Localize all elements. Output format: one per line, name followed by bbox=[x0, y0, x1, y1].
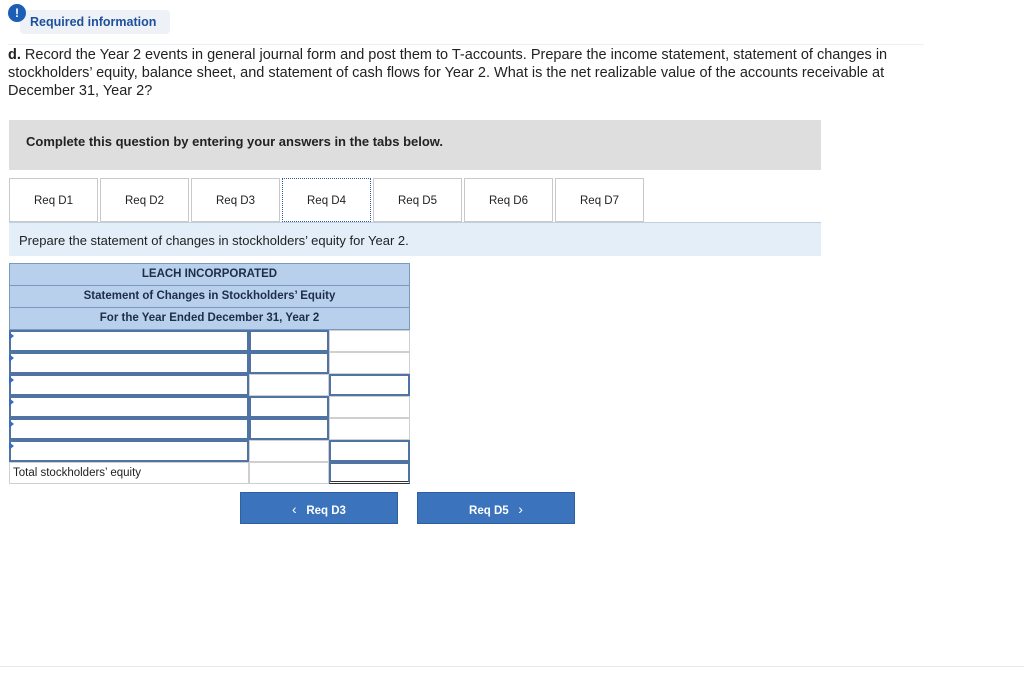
total-cell bbox=[329, 352, 410, 374]
alert-icon: ! bbox=[8, 4, 26, 22]
prev-tab-button[interactable] bbox=[240, 492, 398, 524]
total-input[interactable] bbox=[329, 440, 410, 462]
total-cell bbox=[329, 330, 410, 352]
dropdown-marker-icon bbox=[9, 420, 14, 428]
question-text bbox=[8, 46, 888, 100]
total-equity-input[interactable] bbox=[329, 462, 410, 484]
table-row bbox=[9, 396, 410, 418]
dropdown-marker-icon bbox=[9, 354, 14, 362]
chevron-right-icon: › bbox=[518, 501, 523, 517]
prev-button-label: Req D3 bbox=[306, 505, 346, 517]
amount-input[interactable] bbox=[249, 352, 329, 374]
tab-req-d2[interactable]: Req D2 bbox=[100, 178, 189, 222]
next-tab-button[interactable] bbox=[417, 492, 575, 524]
divider bbox=[8, 44, 924, 45]
required-info-label: Required information bbox=[20, 10, 170, 34]
next-button-label: Req D5 bbox=[469, 505, 509, 517]
row-label-input[interactable] bbox=[9, 330, 249, 352]
question-part: d. bbox=[8, 47, 21, 63]
amount-cell bbox=[249, 374, 329, 396]
amount-cell bbox=[249, 440, 329, 462]
tab-req-d7[interactable]: Req D7 bbox=[555, 178, 644, 222]
dropdown-marker-icon bbox=[9, 376, 14, 384]
tab-req-d1[interactable]: Req D1 bbox=[9, 178, 98, 222]
dropdown-marker-icon bbox=[9, 332, 14, 340]
tab-req-d6[interactable]: Req D6 bbox=[464, 178, 553, 222]
total-input[interactable] bbox=[329, 374, 410, 396]
dropdown-marker-icon bbox=[9, 442, 14, 450]
statement-table bbox=[9, 263, 410, 484]
row-label-input[interactable] bbox=[9, 352, 249, 374]
statement-period: For the Year Ended December 31, Year 2 bbox=[9, 307, 410, 330]
company-name: LEACH INCORPORATED bbox=[9, 263, 410, 285]
amount-input[interactable] bbox=[249, 330, 329, 352]
row-label-input[interactable] bbox=[9, 374, 249, 396]
amount-input[interactable] bbox=[249, 418, 329, 440]
total-cell bbox=[329, 396, 410, 418]
question-body: Record the Year 2 events in general journal form and post them to T-accounts. Prepare the income statement, statement of changes in stockholders’ equity, balance sheet, and statement of cash flows for Year 2. What is the net realizable value of the accounts receivable at December 31, Year 2? bbox=[8, 47, 888, 99]
total-label-cell bbox=[9, 462, 249, 484]
amount-cell bbox=[249, 462, 329, 484]
table-row bbox=[9, 352, 410, 374]
total-label: Total stockholders’ equity bbox=[13, 467, 142, 479]
footer-divider bbox=[0, 666, 1024, 667]
tab-req-d4[interactable]: Req D4 bbox=[282, 178, 371, 222]
total-cell bbox=[329, 418, 410, 440]
amount-input[interactable] bbox=[249, 396, 329, 418]
table-row bbox=[9, 330, 410, 352]
chevron-left-icon: ‹ bbox=[292, 501, 297, 517]
row-label-input[interactable] bbox=[9, 418, 249, 440]
instructions-banner bbox=[9, 120, 821, 170]
table-row bbox=[9, 418, 410, 440]
banner-text: Complete this question by entering your answers in the tabs below. bbox=[26, 134, 444, 149]
dropdown-marker-icon bbox=[9, 398, 14, 406]
row-label-input[interactable] bbox=[9, 440, 249, 462]
statement-title: Statement of Changes in Stockholders’ Equity bbox=[9, 285, 410, 307]
tab-req-d3[interactable]: Req D3 bbox=[191, 178, 280, 222]
table-row bbox=[9, 440, 410, 462]
total-row bbox=[9, 462, 410, 484]
instruction-text: Prepare the statement of changes in stockholders’ equity for Year 2. bbox=[19, 233, 409, 248]
table-row bbox=[9, 374, 410, 396]
row-label-input[interactable] bbox=[9, 396, 249, 418]
tab-req-d5[interactable]: Req D5 bbox=[373, 178, 462, 222]
instruction-bar bbox=[9, 223, 821, 256]
